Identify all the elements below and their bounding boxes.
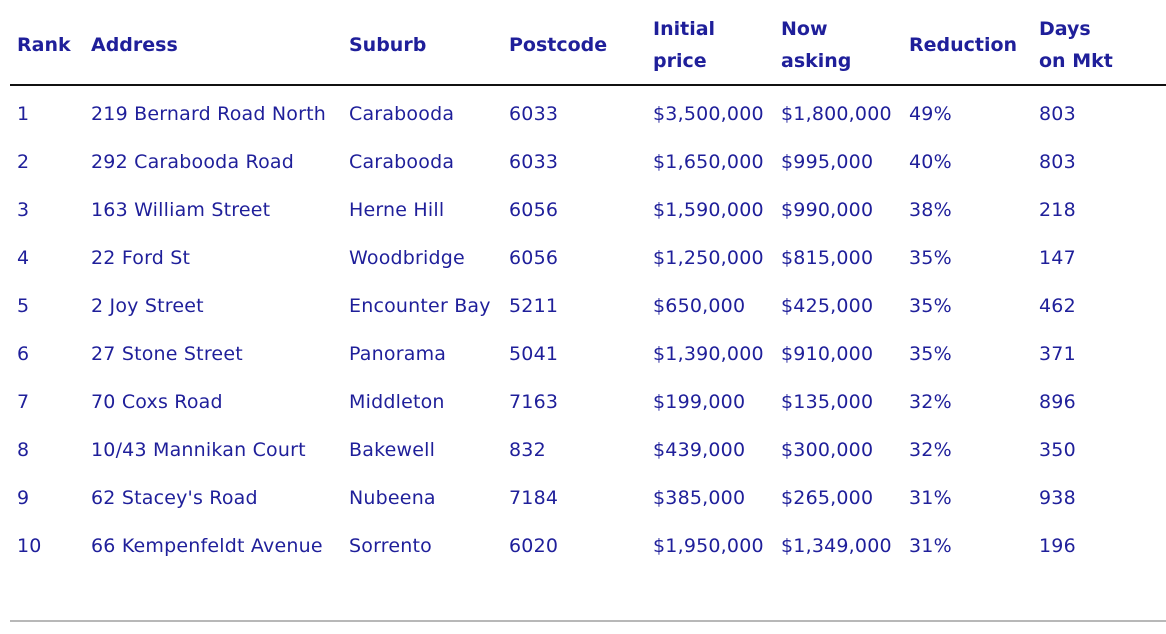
header-days-on-market-line-1: Days [1039,18,1091,40]
cell-now-asking: $135,000 [781,391,874,413]
table-row [10,474,1166,522]
cell-days-on-market: 218 [1039,199,1076,221]
price-reduction-table [10,12,1166,570]
cell-address: 292 Carabooda Road [91,151,294,173]
table-row [10,522,1166,570]
header-row [10,12,1166,85]
cell-days-on-market: 462 [1039,295,1076,317]
cell-initial-price: $439,000 [653,439,746,461]
cell-reduction: 35% [909,295,952,317]
cell-now-asking: $265,000 [781,487,874,509]
cell-rank: 10 [17,535,42,557]
cell-suburb: Herne Hill [349,199,445,221]
cell-now-asking: $910,000 [781,343,874,365]
table-row [10,234,1166,282]
cell-now-asking: $815,000 [781,247,874,269]
cell-now-asking: $990,000 [781,199,874,221]
table-body [10,85,1166,570]
cell-suburb: Carabooda [349,151,455,173]
table-row [10,330,1166,378]
cell-days-on-market: 896 [1039,391,1076,413]
footer-divider [10,620,1166,622]
header-now-asking-line-2: asking [781,50,852,72]
cell-postcode: 6056 [509,247,559,269]
cell-address: 10/43 Mannikan Court [91,439,306,461]
header-suburb: Suburb [349,12,509,85]
cell-address: 219 Bernard Road North [91,103,327,125]
table-row [10,138,1166,186]
cell-now-asking: $425,000 [781,295,874,317]
table-row [10,426,1166,474]
cell-postcode: 6033 [509,103,559,125]
cell-postcode: 6056 [509,199,559,221]
cell-postcode: 6033 [509,151,559,173]
cell-rank: 4 [17,247,30,269]
cell-address: 22 Ford St [91,247,191,269]
cell-initial-price: $1,390,000 [653,343,764,365]
header-days-on-market [1039,12,1166,85]
cell-days-on-market: 147 [1039,247,1076,269]
cell-rank: 3 [17,199,30,221]
table-header [10,12,1166,85]
header-now-asking [781,12,909,85]
cell-rank: 1 [17,103,30,125]
cell-initial-price: $1,650,000 [653,151,764,173]
cell-suburb: Nubeena [349,487,436,509]
cell-address: 70 Coxs Road [91,391,223,413]
cell-address: 2 Joy Street [91,295,204,317]
table-row [10,378,1166,426]
cell-reduction: 40% [909,151,952,173]
cell-reduction: 35% [909,247,952,269]
cell-days-on-market: 371 [1039,343,1076,365]
cell-rank: 6 [17,343,30,365]
cell-postcode: 832 [509,439,546,461]
cell-reduction: 38% [909,199,952,221]
header-now-asking-line-1: Now [781,18,828,40]
cell-postcode: 7163 [509,391,559,413]
table-row [10,85,1166,138]
cell-address: 62 Stacey's Road [91,487,258,509]
cell-postcode: 7184 [509,487,559,509]
cell-days-on-market: 803 [1039,103,1076,125]
header-initial-price [653,12,781,85]
price-reduction-table-container [10,12,1166,570]
table-row [10,186,1166,234]
cell-suburb: Panorama [349,343,447,365]
header-initial-price-line-2: price [653,50,707,72]
cell-initial-price: $385,000 [653,487,746,509]
cell-initial-price: $199,000 [653,391,746,413]
cell-initial-price: $1,950,000 [653,535,764,557]
cell-suburb: Sorrento [349,535,432,557]
cell-reduction: 31% [909,487,952,509]
cell-days-on-market: 938 [1039,487,1076,509]
cell-initial-price: $1,250,000 [653,247,764,269]
cell-days-on-market: 196 [1039,535,1076,557]
cell-suburb: Middleton [349,391,445,413]
cell-now-asking: $995,000 [781,151,874,173]
cell-reduction: 49% [909,103,952,125]
cell-reduction: 35% [909,343,952,365]
cell-now-asking: $1,349,000 [781,535,892,557]
header-postcode: Postcode [509,12,653,85]
header-initial-price-line-1: Initial [653,18,716,40]
cell-rank: 7 [17,391,30,413]
cell-now-asking: $300,000 [781,439,874,461]
cell-rank: 5 [17,295,30,317]
table-row [10,282,1166,330]
cell-suburb: Carabooda [349,103,455,125]
header-address: Address [91,12,349,85]
cell-address: 163 William Street [91,199,271,221]
cell-reduction: 32% [909,391,952,413]
cell-initial-price: $650,000 [653,295,746,317]
cell-initial-price: $3,500,000 [653,103,764,125]
cell-address: 27 Stone Street [91,343,243,365]
cell-now-asking: $1,800,000 [781,103,892,125]
cell-days-on-market: 803 [1039,151,1076,173]
cell-suburb: Bakewell [349,439,436,461]
cell-rank: 2 [17,151,30,173]
cell-rank: 8 [17,439,30,461]
header-reduction: Reduction [909,12,1039,85]
cell-suburb: Encounter Bay [349,295,491,317]
cell-reduction: 32% [909,439,952,461]
cell-initial-price: $1,590,000 [653,199,764,221]
cell-address: 66 Kempenfeldt Avenue [91,535,323,557]
cell-days-on-market: 350 [1039,439,1076,461]
cell-postcode: 6020 [509,535,559,557]
cell-suburb: Woodbridge [349,247,465,269]
cell-reduction: 31% [909,535,952,557]
header-days-on-market-line-2: on Mkt [1039,50,1113,72]
cell-rank: 9 [17,487,30,509]
header-rank: Rank [10,12,91,85]
cell-postcode: 5211 [509,295,559,317]
cell-postcode: 5041 [509,343,559,365]
